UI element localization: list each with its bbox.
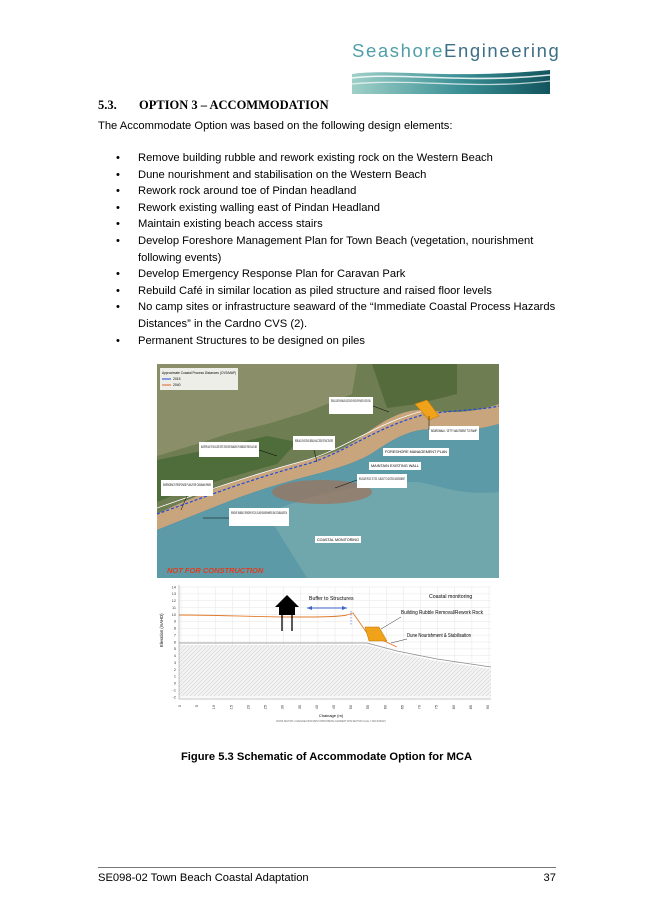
y-tick-label: 2	[173, 667, 176, 672]
x-tick-label: 5	[195, 705, 200, 708]
map-annotation: BOARDWALK / JETTY ABUTMENT TO RAMP	[431, 429, 478, 433]
aerial-map	[157, 364, 499, 578]
x-tick-label: 85	[468, 705, 473, 710]
list-item: • Remove building rubble and rework existing rock on the Western Beach	[98, 150, 558, 167]
figure-schematic	[157, 364, 499, 728]
x-tick-label: 55	[366, 705, 371, 710]
x-tick-label: 25	[263, 705, 268, 710]
map-legend-title: Approximate Coastal Process Distances (CVS/MAP)	[162, 371, 237, 375]
list-item: • Dune nourishment and stabilisation on the Western Beach	[98, 167, 558, 184]
list-item: • Rework existing walling east of Pindan Headland	[98, 200, 558, 217]
map-annotation: MASTERPLAN TO RELOCATE SITES THAT ARE SEAWARD OF IMMEDIATE RISK BLUE LINE	[201, 445, 258, 449]
monitoring-label: Coastal monitoring	[429, 594, 473, 600]
map-annotation: FORESHORE MANAGEMENT PLAN	[385, 450, 448, 454]
y-tick-label: 7	[173, 633, 176, 638]
x-tick-label: 35	[297, 705, 302, 710]
x-tick-label: 30	[280, 705, 285, 710]
y-tick-label: 10	[171, 612, 176, 617]
rubble-label: Building Rubble Removal/Rework Rock	[401, 610, 484, 616]
dune-label: Dune Nourishment & Stabilisation	[407, 633, 472, 639]
list-item: • Rework rock around toe of Pindan headland	[98, 183, 558, 200]
list-item: • Develop Foreshore Management Plan for Town Beach (vegetation, nourishment following events)	[98, 233, 558, 266]
list-item: • No camp sites or infrastructure seaward of the “Immediate Coastal Process Hazards Distances” in the Cardno CVS (2).	[98, 299, 558, 332]
x-tick-label: 15	[229, 705, 234, 710]
map-annotation: REMOVE RUBBLE, REWORK ROCK, DUNE NOURISHMENT AND STABILISATION	[231, 511, 288, 515]
map-annotation: COASTAL MONITORING	[317, 538, 360, 542]
y-tick-label: -1	[172, 688, 176, 693]
section-number: 5.3.	[98, 98, 117, 112]
map-annotation: REBUILD CAFE IN SIMILAR LOCATION ON PILES WITH RAISED FLOOR LEVEL	[331, 399, 372, 403]
footer-divider	[98, 867, 556, 868]
list-item: • Maintain existing beach access stairs	[98, 216, 558, 233]
figure-caption: Figure 5.3 Schematic of Accommodate Option for MCA	[180, 751, 473, 763]
y-tick-label: 3	[173, 660, 176, 665]
x-tick-label: 50	[349, 705, 354, 710]
logo-word-seashore: Seashore	[352, 40, 444, 61]
profile-xlabel: Chainage (m)	[318, 713, 344, 718]
x-tick-label: 70	[417, 705, 422, 710]
list-item: • Rebuild Café in similar location as piled structure and raised floor levels	[98, 283, 558, 300]
y-tick-label: 0	[173, 681, 176, 686]
not-for-construction-stamp: NOT FOR CONSTRUCTION	[167, 566, 264, 575]
x-tick-label: 60	[383, 705, 388, 710]
x-tick-label: 80	[451, 705, 456, 710]
profile-fine-print: CROSS SECTION 1 CHAINAGE FROM WEST APPROXIMATE ALIGNMENT WITH SECTION 01 (ALL 7 2019 SURVEY)	[276, 720, 416, 723]
logo-wordmark	[352, 40, 561, 62]
y-tick-label: 12	[171, 599, 176, 604]
map-annotation: REBUILD EXISTING BEACH ACCESS STRUCTURES	[295, 439, 334, 443]
section-heading	[98, 98, 329, 113]
x-tick-label: 40	[314, 705, 319, 710]
y-tick-label: 11	[172, 605, 176, 610]
list-item: • Permanent Structures to be designed on piles	[98, 333, 558, 350]
map-legend-item: 2040	[173, 383, 181, 387]
y-tick-label: 6	[173, 640, 176, 645]
company-logo	[352, 40, 561, 94]
map-annotation: EMERGENCY RESPONSE PLAN FOR CARAVAN PARK	[163, 483, 212, 487]
x-tick-label: 90	[486, 705, 490, 710]
y-tick-label: 8	[173, 626, 176, 631]
y-tick-label: 4	[173, 654, 176, 659]
x-tick-label: 75	[434, 705, 439, 710]
intro-paragraph: The Accommodate Option was based on the following design elements:	[98, 120, 453, 132]
x-tick-label: 65	[400, 705, 405, 710]
y-tick-label: -2	[172, 695, 176, 700]
y-tick-label: 14	[171, 585, 176, 590]
map-annotation: RELOCATE ROCK TO TOE - SUBJECT TO GEOTECH ASSESSMENT	[359, 477, 405, 481]
page-number: 37	[543, 872, 556, 884]
x-tick-label: 10	[212, 705, 217, 710]
list-item: • Develop Emergency Response Plan for Caravan Park	[98, 266, 558, 283]
x-tick-label: 20	[246, 705, 251, 710]
logo-word-engineering: Engineering	[444, 40, 561, 61]
y-tick-label: 9	[173, 619, 176, 624]
logo-waves-icon	[352, 64, 550, 94]
buffer-label: Buffer to Structures	[309, 596, 354, 602]
design-elements-list	[98, 150, 558, 349]
map-annotation: MAINTAIN EXISTING WALL	[371, 464, 420, 468]
y-tick-label: 13	[171, 592, 176, 597]
profile-ylabel: Elevation (mAHD)	[159, 613, 164, 647]
cross-section-profile	[157, 581, 499, 728]
section-title: OPTION 3 – ACCOMMODATION	[139, 98, 329, 112]
y-tick-label: 5	[173, 647, 176, 652]
map-legend-item: 2015	[173, 377, 181, 381]
footer-document-title: SE098-02 Town Beach Coastal Adaptation	[98, 872, 309, 884]
y-tick-label: 1	[173, 674, 176, 679]
x-tick-label: 0	[178, 705, 182, 708]
x-tick-label: 45	[332, 705, 336, 710]
